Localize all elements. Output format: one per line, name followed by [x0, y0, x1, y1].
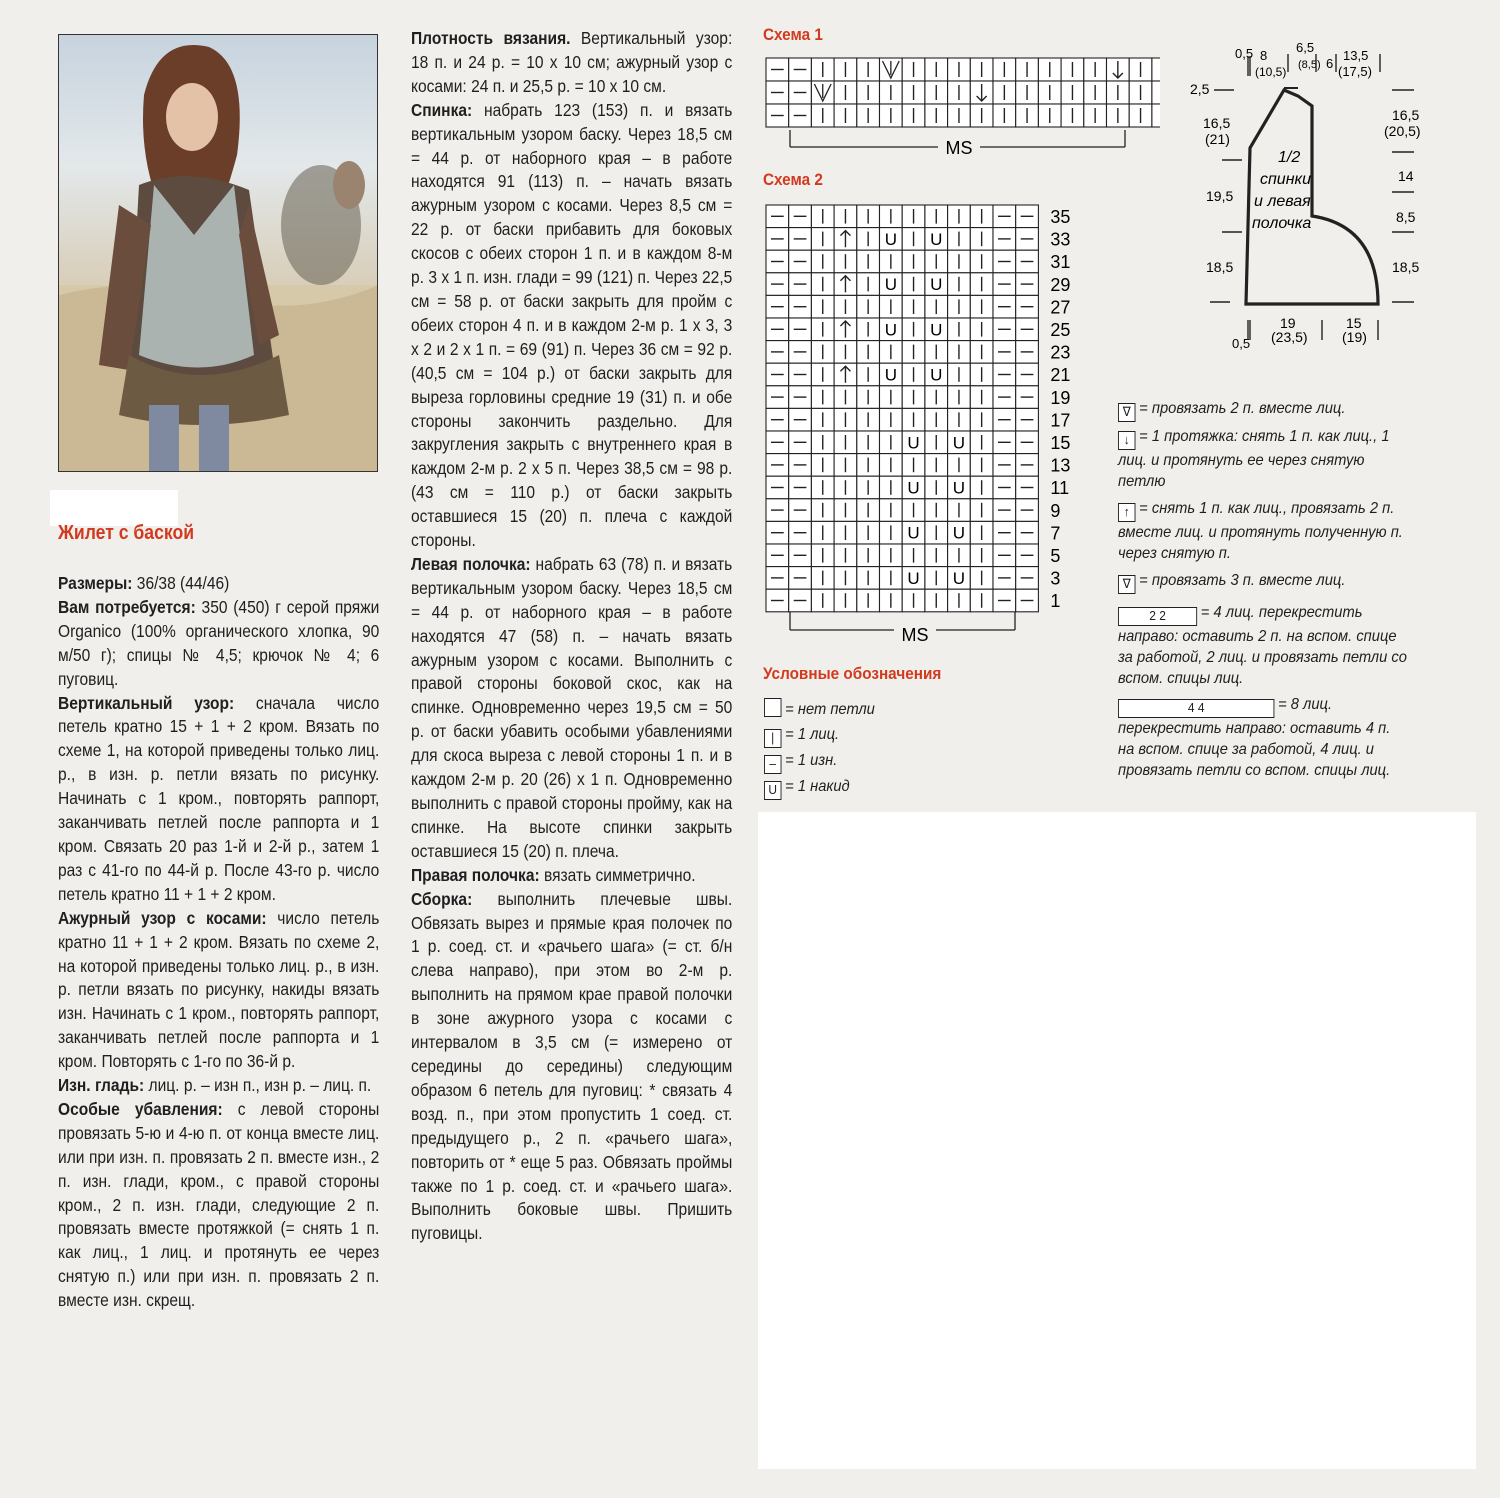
top-measure-4: (8,5) — [1298, 59, 1321, 71]
k2tog-icon: ∇ — [1118, 403, 1135, 422]
cable-4-icon: 2 2 — [1118, 607, 1197, 626]
schema2-row-number: 15 — [1050, 433, 1071, 453]
yarn-over-icon: U — [952, 478, 966, 498]
schema2-row-number: 23 — [1050, 342, 1071, 363]
schema1-title: Схема 1 — [763, 25, 823, 44]
yarn-over-icon: U — [930, 275, 943, 295]
top-measure-1: 8 — [1260, 48, 1268, 63]
back-text: набрать 123 (153) п. и вязать вертикальным узором баску. Через 18,5 см = 44 р. от наборного края – в работе находятся 91 (113) п. – начать вязать ажурным узором с косами. Через 8,5 см = 22 р. от баски прибавить для боковых скосов с обеих сторон 1 п. и в каждом 8-м р. 3 х 1 п. изн. глади = 99 (121) п. Через 22,5 см = 58 р. от баски закрыть для пройм с обеих сторон 4 п. и в каждом 2-м р. 1 х 3, 3 х 2 и 2 х 1 п. = 69 (91) п. Через 36 см = 92 р. (40,5 см = 104 р.) от баски закрыть для выреза горловины средние 19 (31) п. и обе стороны закончить раздельно. Для закругления закрыть с внутреннего края в каждом 2-м р. 2 х 5 п. Через 38,5 см = 98 р. (43 см = 110 р.) от баски закрыть оставшиеся 15 (20) п. плеча с каждой стороны. — [411, 99, 733, 551]
yarn-over-icon: U — [764, 781, 781, 800]
legend-text: = 1 протяжка: снять 1 п. как лиц., 1 лиц. и протянуть ее через снятую петлю — [1118, 428, 1390, 490]
special-decreases-paragraph — [58, 1098, 379, 1313]
legend-right — [1118, 398, 1422, 808]
legend-left — [764, 698, 976, 808]
yarn-over-icon: U — [930, 320, 943, 340]
yarn-over-icon: U — [884, 229, 897, 249]
yarn-over-icon: U — [907, 433, 920, 453]
gauge-paragraph — [411, 27, 732, 99]
assembly-label: Сборка: — [411, 888, 473, 909]
bottom-measure-2: (23,5) — [1271, 329, 1308, 345]
left-measure-4: 18,5 — [1206, 259, 1234, 275]
knit-icon: | — [764, 729, 781, 748]
piece-label-3: и левая — [1254, 193, 1311, 210]
cable-8-icon: 4 4 — [1118, 699, 1274, 718]
right-measure-0: 16,5 — [1392, 107, 1420, 123]
up-arrow-icon: ↑ — [1118, 503, 1135, 522]
right-measure-4: 18,5 — [1392, 259, 1420, 275]
pattern-piece-schematic — [1180, 36, 1480, 356]
assembly-text: выполнить плечевые швы. Обвязать вырез и прямые края полочек по 1 р. соед. ст. и «рачьего шага» (= ст. б/н слева направо), при этом во 2-м р. выполнить на прямом крае правой полочки в зоне ажурного узора с косами с интервалом в 3,5 см (= измерено от середины до середины) следующим образом 6 петель для пуговиц: * связать 4 возд. п., при этом пропустить 1 соед. ст. предыдущего р., 2 п. «рачьего шага», повторить от * еще 5 раз. Обвязать проймы также по 1 р. соед. ст. и «рачьего шага». Выполнить боковые швы. Пришить пуговицы. — [411, 888, 733, 1244]
legend-item-k3tog — [1118, 570, 1345, 594]
openwork-pattern-paragraph — [58, 907, 379, 1074]
bottom-measure-1: 19 — [1280, 315, 1296, 331]
k3tog-icon: ∇ — [1118, 575, 1135, 594]
schema2-row-number: 7 — [1050, 523, 1061, 544]
reverse-stockinette-paragraph — [58, 1074, 379, 1098]
reverse-stockinette-text: лиц. р. – изн п., изн р. – лиц. п. — [144, 1075, 372, 1096]
top-measure-6: 13,5 — [1343, 48, 1369, 63]
sizes-paragraph — [58, 572, 379, 596]
schema2-title: Схема 2 — [763, 170, 823, 189]
yarn-over-icon: U — [930, 365, 943, 385]
legend-item-no-stitch — [764, 698, 875, 720]
yarn-over-icon: U — [952, 433, 966, 453]
schema2-row-number: 25 — [1050, 320, 1071, 340]
purl-icon: – — [764, 755, 781, 774]
yarn-over-icon: U — [907, 523, 920, 543]
schema2-row-number: 1 — [1050, 591, 1061, 612]
back-paragraph — [411, 99, 732, 553]
legend-text: = 4 лиц. перекрестить направо: оставить 2 п. на вспом. спице за работой, 2 лиц. и провязать петли со вспом. спицы лиц. — [1118, 604, 1407, 687]
right-measure-2: 14 — [1398, 168, 1414, 184]
text-column-middle — [411, 27, 732, 1246]
back-label: Спинка: — [411, 99, 473, 120]
schema2-row-number: 29 — [1050, 274, 1071, 295]
right-measure-3: 8,5 — [1396, 209, 1416, 225]
vertical-pattern-label: Вертикальный узор: — [58, 692, 235, 713]
schema2-row-number: 3 — [1050, 568, 1061, 589]
legend-item-purl — [764, 750, 837, 774]
sizes-text: 36/38 (44/46) — [132, 573, 230, 593]
left-front-paragraph — [411, 553, 732, 864]
top-measure-7: (17,5) — [1338, 64, 1372, 79]
blank-label-area — [50, 490, 178, 526]
left-front-text: набрать 63 (78) п. и вязать вертикальным узором баску. Через 18,5 см = 44 р. от наборного края – в работе находятся 47 (58) п. – начать вязать ажурным узором с косами. Выполнить с правой стороны боковой скос, как на спинке. Одновременно через 19,5 см = 50 р. от баски убавить особыми убавлениями для скоса выреза с левой стороны 1 п. и в каждом 2-м р. 20 (26) х 1 п. Одновременно выполнить с правой стороны пройму, как на спинке. На высоте спинки закрыть оставшиеся 15 (20) п. плеча. — [411, 553, 733, 861]
no-stitch-icon — [764, 698, 781, 717]
top-measure-3: 6,5 — [1296, 40, 1315, 55]
legend-text: = 1 изн. — [785, 752, 838, 769]
article-title: Жилет с баской — [58, 522, 195, 544]
yarn-over-icon: U — [884, 320, 897, 340]
right-front-text: вязать симметрично. — [539, 864, 696, 885]
yarn-over-icon: U — [907, 478, 920, 498]
legend-title: Условные обозначения — [763, 664, 942, 683]
yarn-over-icon: U — [930, 229, 943, 249]
schema1-cell — [1152, 104, 1160, 127]
assembly-paragraph — [411, 888, 732, 1247]
reverse-stockinette-label: Изн. гладь: — [58, 1075, 145, 1096]
top-measure-2: (10,5) — [1255, 65, 1287, 79]
materials-paragraph — [58, 596, 379, 692]
piece-label-1: 1/2 — [1278, 149, 1301, 166]
schema1-cell — [1152, 58, 1160, 81]
legend-text: = 1 накид — [785, 778, 850, 795]
schema1-cell — [1152, 81, 1160, 104]
right-front-label: Правая полочка: — [411, 864, 540, 885]
schema2-row-number: 19 — [1050, 387, 1071, 408]
legend-text: = провязать 2 п. вместе лиц. — [1139, 400, 1346, 417]
schema1-ms-label: MS — [945, 138, 973, 158]
bottom-measure-3: 15 — [1346, 315, 1362, 331]
materials-text: 350 (450) г серой пряжи Organico (100% органического хлопка, 90 м/50 г); спицы № 4,5; крючок № 4; 6 пуговиц. — [58, 596, 380, 689]
schema2-row-number: 21 — [1050, 365, 1071, 386]
openwork-pattern-label: Ажурный узор с косами: — [58, 907, 267, 928]
top-measure-5: 6 — [1326, 56, 1334, 71]
legend-text: = снять 1 п. как лиц., провязать 2 п. вместе лиц. и протянуть полученную п. через снятую п. — [1118, 500, 1403, 562]
schema2-row-number: 11 — [1050, 478, 1070, 499]
left-measure-3: 19,5 — [1206, 188, 1234, 204]
schema2-ms-label: MS — [901, 625, 929, 645]
top-measure-0: 0,5 — [1235, 46, 1254, 61]
legend-item-k2tog — [1118, 398, 1345, 422]
left-front-label: Левая полочка: — [411, 553, 531, 574]
legend-item-cable8 — [1118, 694, 1411, 781]
legend-text: = 8 лиц. перекрестить направо: оставить 4 п. на вспом. спице за работой, 4 лиц. и провязать петли со вспом. спицы лиц. — [1118, 696, 1391, 779]
legend-text: = нет петли — [785, 701, 875, 718]
left-measure-0: 2,5 — [1190, 81, 1210, 97]
down-arrow-icon: ↓ — [1118, 431, 1135, 450]
gauge-label: Плотность вязания. — [411, 28, 571, 48]
legend-item-cable4 — [1118, 602, 1411, 689]
right-measure-1: (20,5) — [1384, 123, 1421, 139]
legend-item-ssk — [1118, 426, 1403, 492]
vertical-pattern-paragraph — [58, 692, 379, 907]
piece-label-2: спинки — [1260, 171, 1311, 188]
schema2-row-number: 33 — [1050, 229, 1071, 250]
yarn-over-icon: U — [884, 275, 897, 295]
materials-label: Вам потребуется: — [58, 596, 196, 617]
blank-area — [758, 812, 1476, 1469]
yarn-over-icon: U — [952, 523, 966, 543]
schema2-row-number: 5 — [1050, 546, 1061, 566]
yarn-over-icon: U — [907, 568, 920, 588]
schema2-row-number: 35 — [1050, 207, 1071, 227]
photo-illustration — [59, 35, 378, 472]
schema2-row-number: 31 — [1050, 252, 1071, 273]
schema2-row-number: 9 — [1050, 500, 1061, 521]
sizes-label: Размеры: — [58, 573, 133, 593]
piece-label-4: полочка — [1252, 215, 1312, 232]
legend-text: = провязать 3 п. вместе лиц. — [1139, 572, 1346, 589]
openwork-pattern-text: число петель кратно 11 + 1 + 2 кром. Вязать по схеме 2, на которой приведены только лиц. р., в изн. р. петли вязать по рисунку, накиды вязать изн. Начинать с 1 кром., повторять раппорт, заканчивать петлей после раппорта и 1 кром. Повторять с 1-го по 36-й р. — [58, 907, 380, 1072]
legend-item-knit — [764, 724, 839, 748]
yarn-over-icon: U — [952, 568, 966, 588]
right-front-paragraph — [411, 864, 732, 888]
schema2-row-number: 27 — [1050, 297, 1071, 318]
schema2-chart — [760, 200, 1080, 650]
schema2-row-number: 13 — [1050, 455, 1071, 476]
legend-text: = 1 лиц. — [785, 726, 840, 743]
special-decreases-label: Особые убавления: — [58, 1098, 223, 1119]
vertical-pattern-text: сначала число петель кратно 15 + 1 + 2 кром. Вязать по схеме 1, на которой приведены только лиц. р., в изн. р. петли вязать по рисунку. Начинать с 1 кром., повторять раппорт, заканчивать петлей после раппорта и 1 кром. Связать 20 раз 1-й и 2-й р., затем 1 раз с 41-го по 44-й р. После 43-го р. число петель кратно 11 + 1 + 2 кром. — [58, 692, 380, 904]
special-decreases-text: с левой стороны провязать 5-ю и 4-ю п. от конца вместе лиц. или при изн. п. провязать 2 п. вместе изн., 2 п. изн. глади, кром., с правой стороны кром., 2 п. изн. глади, следующие 2 п. провязать вместе протяжкой (= снять 1 п. как лиц., 1 лиц. и протянуть ее через снятую п.) или при изн. п. провязать 2 п. вместе изн. скрещ. — [58, 1098, 380, 1311]
text-column-left — [58, 572, 379, 1313]
schema1-chart — [760, 52, 1160, 167]
yarn-over-icon: U — [884, 365, 897, 385]
gauge-text: Вертикальный узор: 18 п. и 24 р. = 10 х 10 см; ажурный узор с косами: 24 п. и 25,5 р. = 10 х 10 см. — [411, 28, 733, 96]
model-photo — [58, 34, 378, 472]
left-measure-1: 16,5 — [1203, 115, 1231, 131]
bottom-measure-0: 0,5 — [1232, 336, 1251, 351]
legend-item-sk2p — [1118, 498, 1403, 564]
left-measure-2: (21) — [1205, 131, 1230, 147]
schema2-row-number: 17 — [1050, 410, 1071, 431]
bottom-measure-4: (19) — [1342, 329, 1367, 345]
legend-item-yarn-over — [764, 776, 850, 800]
